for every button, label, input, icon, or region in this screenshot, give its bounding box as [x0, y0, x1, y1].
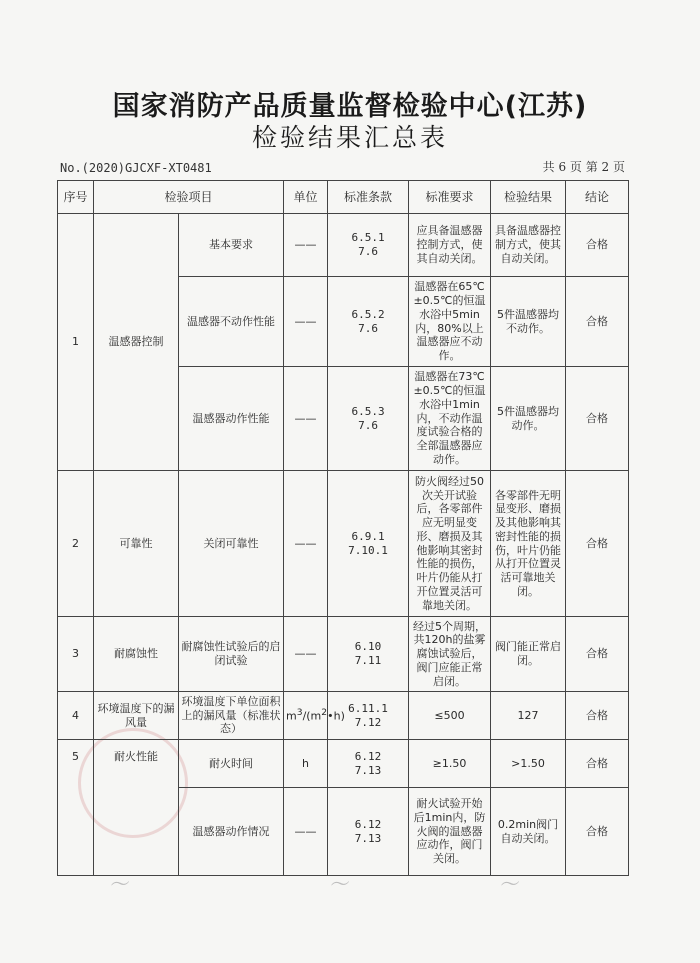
requirement-cell: 防火阀经过50次关开试验后，各零部件应无明显变形、磨损及其他影响其密封性能的损伤，叶片仍能从打开位置灵活可靠地关闭。 [409, 471, 491, 617]
col-item: 检验项目 [94, 181, 284, 214]
unit-rest: /(m [302, 709, 322, 723]
unit-cell: —— [284, 277, 328, 367]
unit-cell [284, 692, 345, 740]
sub-item: 耐腐蚀性试验后的启闭试验 [179, 617, 284, 692]
unit-cell: —— [284, 617, 328, 692]
unit-cell: h [284, 740, 328, 788]
result-cell: 0.2min阀门自动关闭。 [491, 788, 566, 876]
conclusion-cell: 合格 [566, 277, 629, 367]
unit-cell: —— [284, 471, 328, 617]
results-table [57, 180, 629, 876]
result-cell: 127 [491, 692, 566, 740]
standard-cell: 6.5.1 7.6 [328, 214, 409, 277]
document-number: No.(2020)GJCXF-XT0481 [60, 161, 212, 175]
unit-cell: —— [284, 788, 328, 876]
conclusion-cell: 合格 [566, 471, 629, 617]
col-result: 检验结果 [491, 181, 566, 214]
sub-item: 温感器不动作性能 [179, 277, 284, 367]
header-row [58, 181, 629, 214]
result-cell: 具备温感器控制方式，使其自动关闭。 [491, 214, 566, 277]
conclusion-cell: 合格 [566, 740, 629, 788]
group-name: 环境温度下的漏风量 [94, 692, 179, 740]
sub-item: 温感器动作性能 [179, 367, 284, 471]
standard-cell: 6.10 7.11 [328, 617, 409, 692]
unit-sup2: 2 [321, 707, 328, 719]
group-name: 耐火性能 [94, 740, 179, 876]
col-unit: 单位 [284, 181, 328, 214]
sub-item: 温感器动作情况 [179, 788, 284, 876]
requirement-cell: 应具备温感器控制方式，使其自动关闭。 [409, 214, 491, 277]
requirement-cell: 经过5个周期，共120h的盐雾腐蚀试验后，阀门应能正常启闭。 [409, 617, 491, 692]
signature-mark: ～ [328, 871, 352, 897]
conclusion-cell: 合格 [566, 214, 629, 277]
col-requirement: 标准要求 [409, 181, 491, 214]
group-seq: 5 [58, 740, 94, 876]
sub-item: 环境温度下单位面积上的漏风量（标准状态） [179, 692, 284, 740]
standard-cell: 6.11.1 7.12 [328, 692, 409, 740]
standard-cell: 6.5.3 7.6 [328, 367, 409, 471]
conclusion-cell: 合格 [566, 692, 629, 740]
table-row [58, 617, 629, 692]
group-seq: 3 [58, 617, 94, 692]
unit-sup: 3 [296, 707, 303, 719]
standard-cell: 6.12 7.13 [328, 788, 409, 876]
unit-tail: •h) [327, 709, 345, 723]
group-seq: 4 [58, 692, 94, 740]
sub-item: 耐火时间 [179, 740, 284, 788]
sub-item: 关闭可靠性 [179, 471, 284, 617]
table-row [58, 692, 629, 740]
standard-cell: 6.5.2 7.6 [328, 277, 409, 367]
result-cell: 5件温感器均动作。 [491, 367, 566, 471]
requirement-cell: 温感器在65℃±0.5℃的恒温水浴中5min内，80%以上温感器应不动作。 [409, 277, 491, 367]
col-conclusion: 结论 [566, 181, 629, 214]
group-seq: 1 [58, 214, 94, 471]
requirement-cell: 温感器在73℃±0.5℃的恒温水浴中1min内，不动作温度试验合格的全部温感器应动作。 [409, 367, 491, 471]
conclusion-cell: 合格 [566, 617, 629, 692]
requirement-cell: ≥1.50 [409, 740, 491, 788]
result-cell: >1.50 [491, 740, 566, 788]
result-cell: 各零部件无明显变形、磨损及其他影响其密封性能的损伤，叶片仍能从打开位置灵活可靠地关闭。 [491, 471, 566, 617]
table-row [58, 471, 629, 617]
result-cell: 5件温感器均不动作。 [491, 277, 566, 367]
report-subtitle: 检验结果汇总表 [251, 123, 448, 152]
requirement-cell: ≤500 [409, 692, 491, 740]
result-cell: 阀门能正常启闭。 [491, 617, 566, 692]
col-seq: 序号 [58, 181, 94, 214]
unit-m: m [286, 709, 297, 723]
unit-cell: —— [284, 214, 328, 277]
conclusion-cell: 合格 [566, 788, 629, 876]
unit-cell: —— [284, 367, 328, 471]
table-row [58, 740, 629, 788]
requirement-cell: 耐火试验开始后1min内，防火阀的温感器应动作，阀门关闭。 [409, 788, 491, 876]
group-seq: 2 [58, 471, 94, 617]
signature-mark: ～ [108, 871, 132, 897]
signature-mark: ～ [498, 871, 522, 897]
col-standard: 标准条款 [328, 181, 409, 214]
standard-cell: 6.9.1 7.10.1 [328, 471, 409, 617]
standard-cell: 6.12 7.13 [328, 740, 409, 788]
sub-item: 基本要求 [179, 214, 284, 277]
group-name: 耐腐蚀性 [94, 617, 179, 692]
table-row [58, 214, 629, 277]
page-indicator: 共 6 页 第 2 页 [542, 160, 625, 174]
group-name: 可靠性 [94, 471, 179, 617]
conclusion-cell: 合格 [566, 367, 629, 471]
report-title: 国家消防产品质量监督检验中心(江苏) [112, 91, 588, 122]
group-name: 温感器控制 [94, 214, 179, 471]
